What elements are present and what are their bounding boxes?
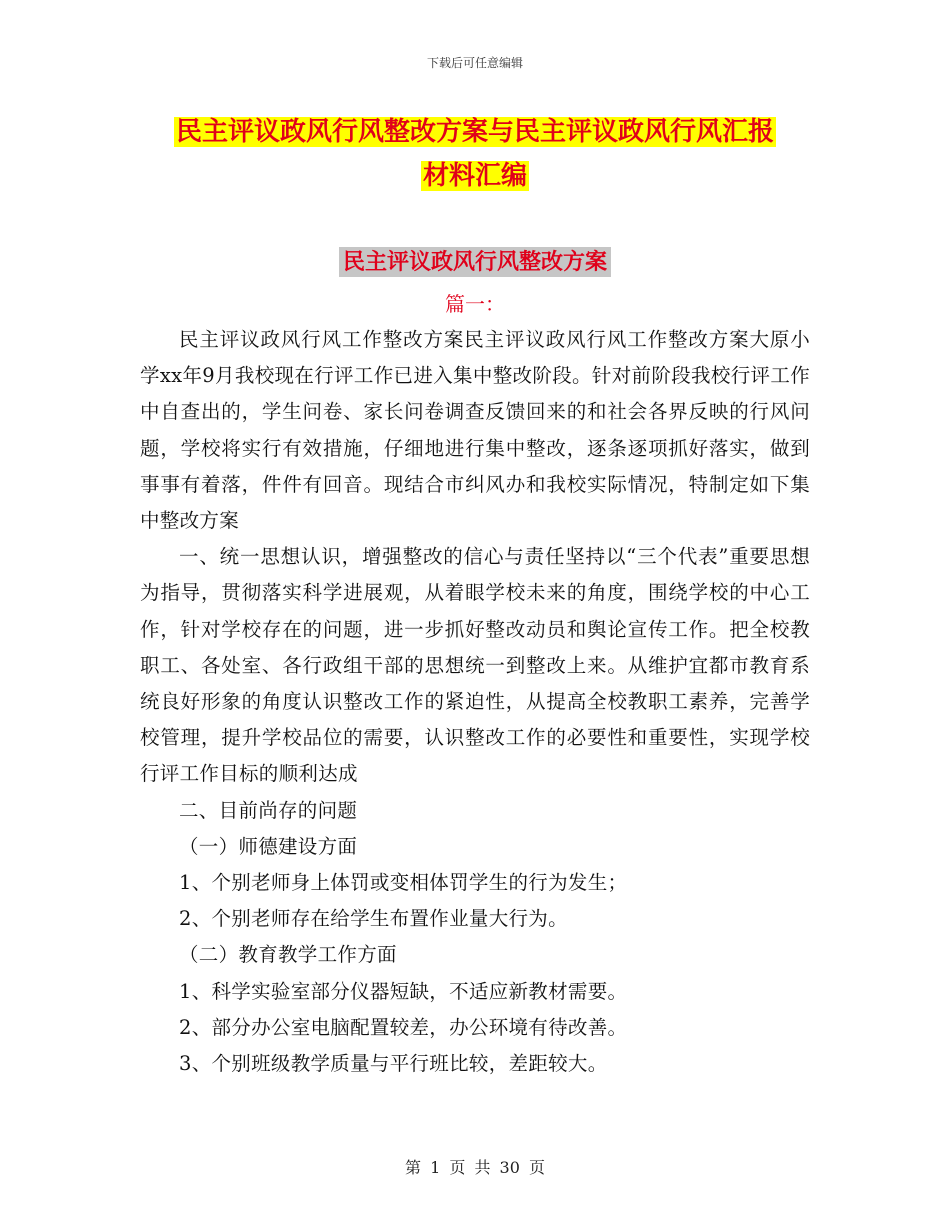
paragraph-intro: 民主评议政风行风工作整改方案民主评议政风行风工作整改方案大原小学xx年9月我校现在行评工作已进入集中整改阶段。针对前阶段我校行评工作中自查出的，学生问卷、家长问卷调查反馈回来的和社会各界反映的行风问题，学校将实行有效措施，仔细地进行集中整改，逐条逐项抓好落实，做到事事有着落，件件有回音。现结合市纠风办和我校实际情况，特制定如下集中整改方案 bbox=[140, 328, 810, 533]
list-item: 2、部分办公室电脑配置较差，办公环境有待改善。 bbox=[179, 1015, 628, 1039]
page-footer: 第 1 页 共 30 页 bbox=[405, 1158, 545, 1177]
title-line-2: 材料汇编 bbox=[422, 161, 527, 191]
subsection-label: 篇一： bbox=[445, 292, 505, 316]
section-title bbox=[0, 245, 950, 276]
document-body bbox=[140, 322, 810, 1082]
title-line-1: 民主评议政风行风整改方案与民主评议政风行风汇报 bbox=[175, 117, 774, 147]
paragraph-section-1: 一、统一思想认识，增强整改的信心与责任坚持以“三个代表”重要思想为指导，贯彻落实科学进展观，从着眼学校未来的角度，围绕学校的中心工作，针对学校存在的问题，进一步抓好整改动员和舆论宣传工作。把全校教职工、各处室、各行政组干部的思想统一到整改上来。从维护宜都市教育系统良好形象的角度认识整改工作的紧迫性，从提高全校教职工素养，完善学校管理，提升学校品位的需要，认识整改工作的必要性和重要性，实现学校行评工作目标的顺利达成 bbox=[140, 545, 810, 786]
list-item: 3、个别班级教学质量与平行班比较，差距较大。 bbox=[179, 1052, 608, 1076]
heading-section-2: 二、目前尚存的问题 bbox=[179, 798, 358, 822]
section-title-text: 民主评议政风行风整改方案 bbox=[339, 247, 611, 277]
subheading-ethics: （一）师德建设方面 bbox=[179, 834, 358, 858]
list-item: 2、个别老师存在给学生布置作业量大行为。 bbox=[179, 907, 568, 931]
subheading-teaching: （二）教育教学工作方面 bbox=[179, 943, 397, 967]
header-note: 下载后可任意编辑 bbox=[426, 56, 523, 70]
list-item: 1、科学实验室部分仪器短缺，不适应新教材需要。 bbox=[179, 979, 628, 1003]
document-title bbox=[140, 110, 810, 198]
list-item: 1、个别老师身上体罚或变相体罚学生的行为发生； bbox=[179, 871, 628, 895]
